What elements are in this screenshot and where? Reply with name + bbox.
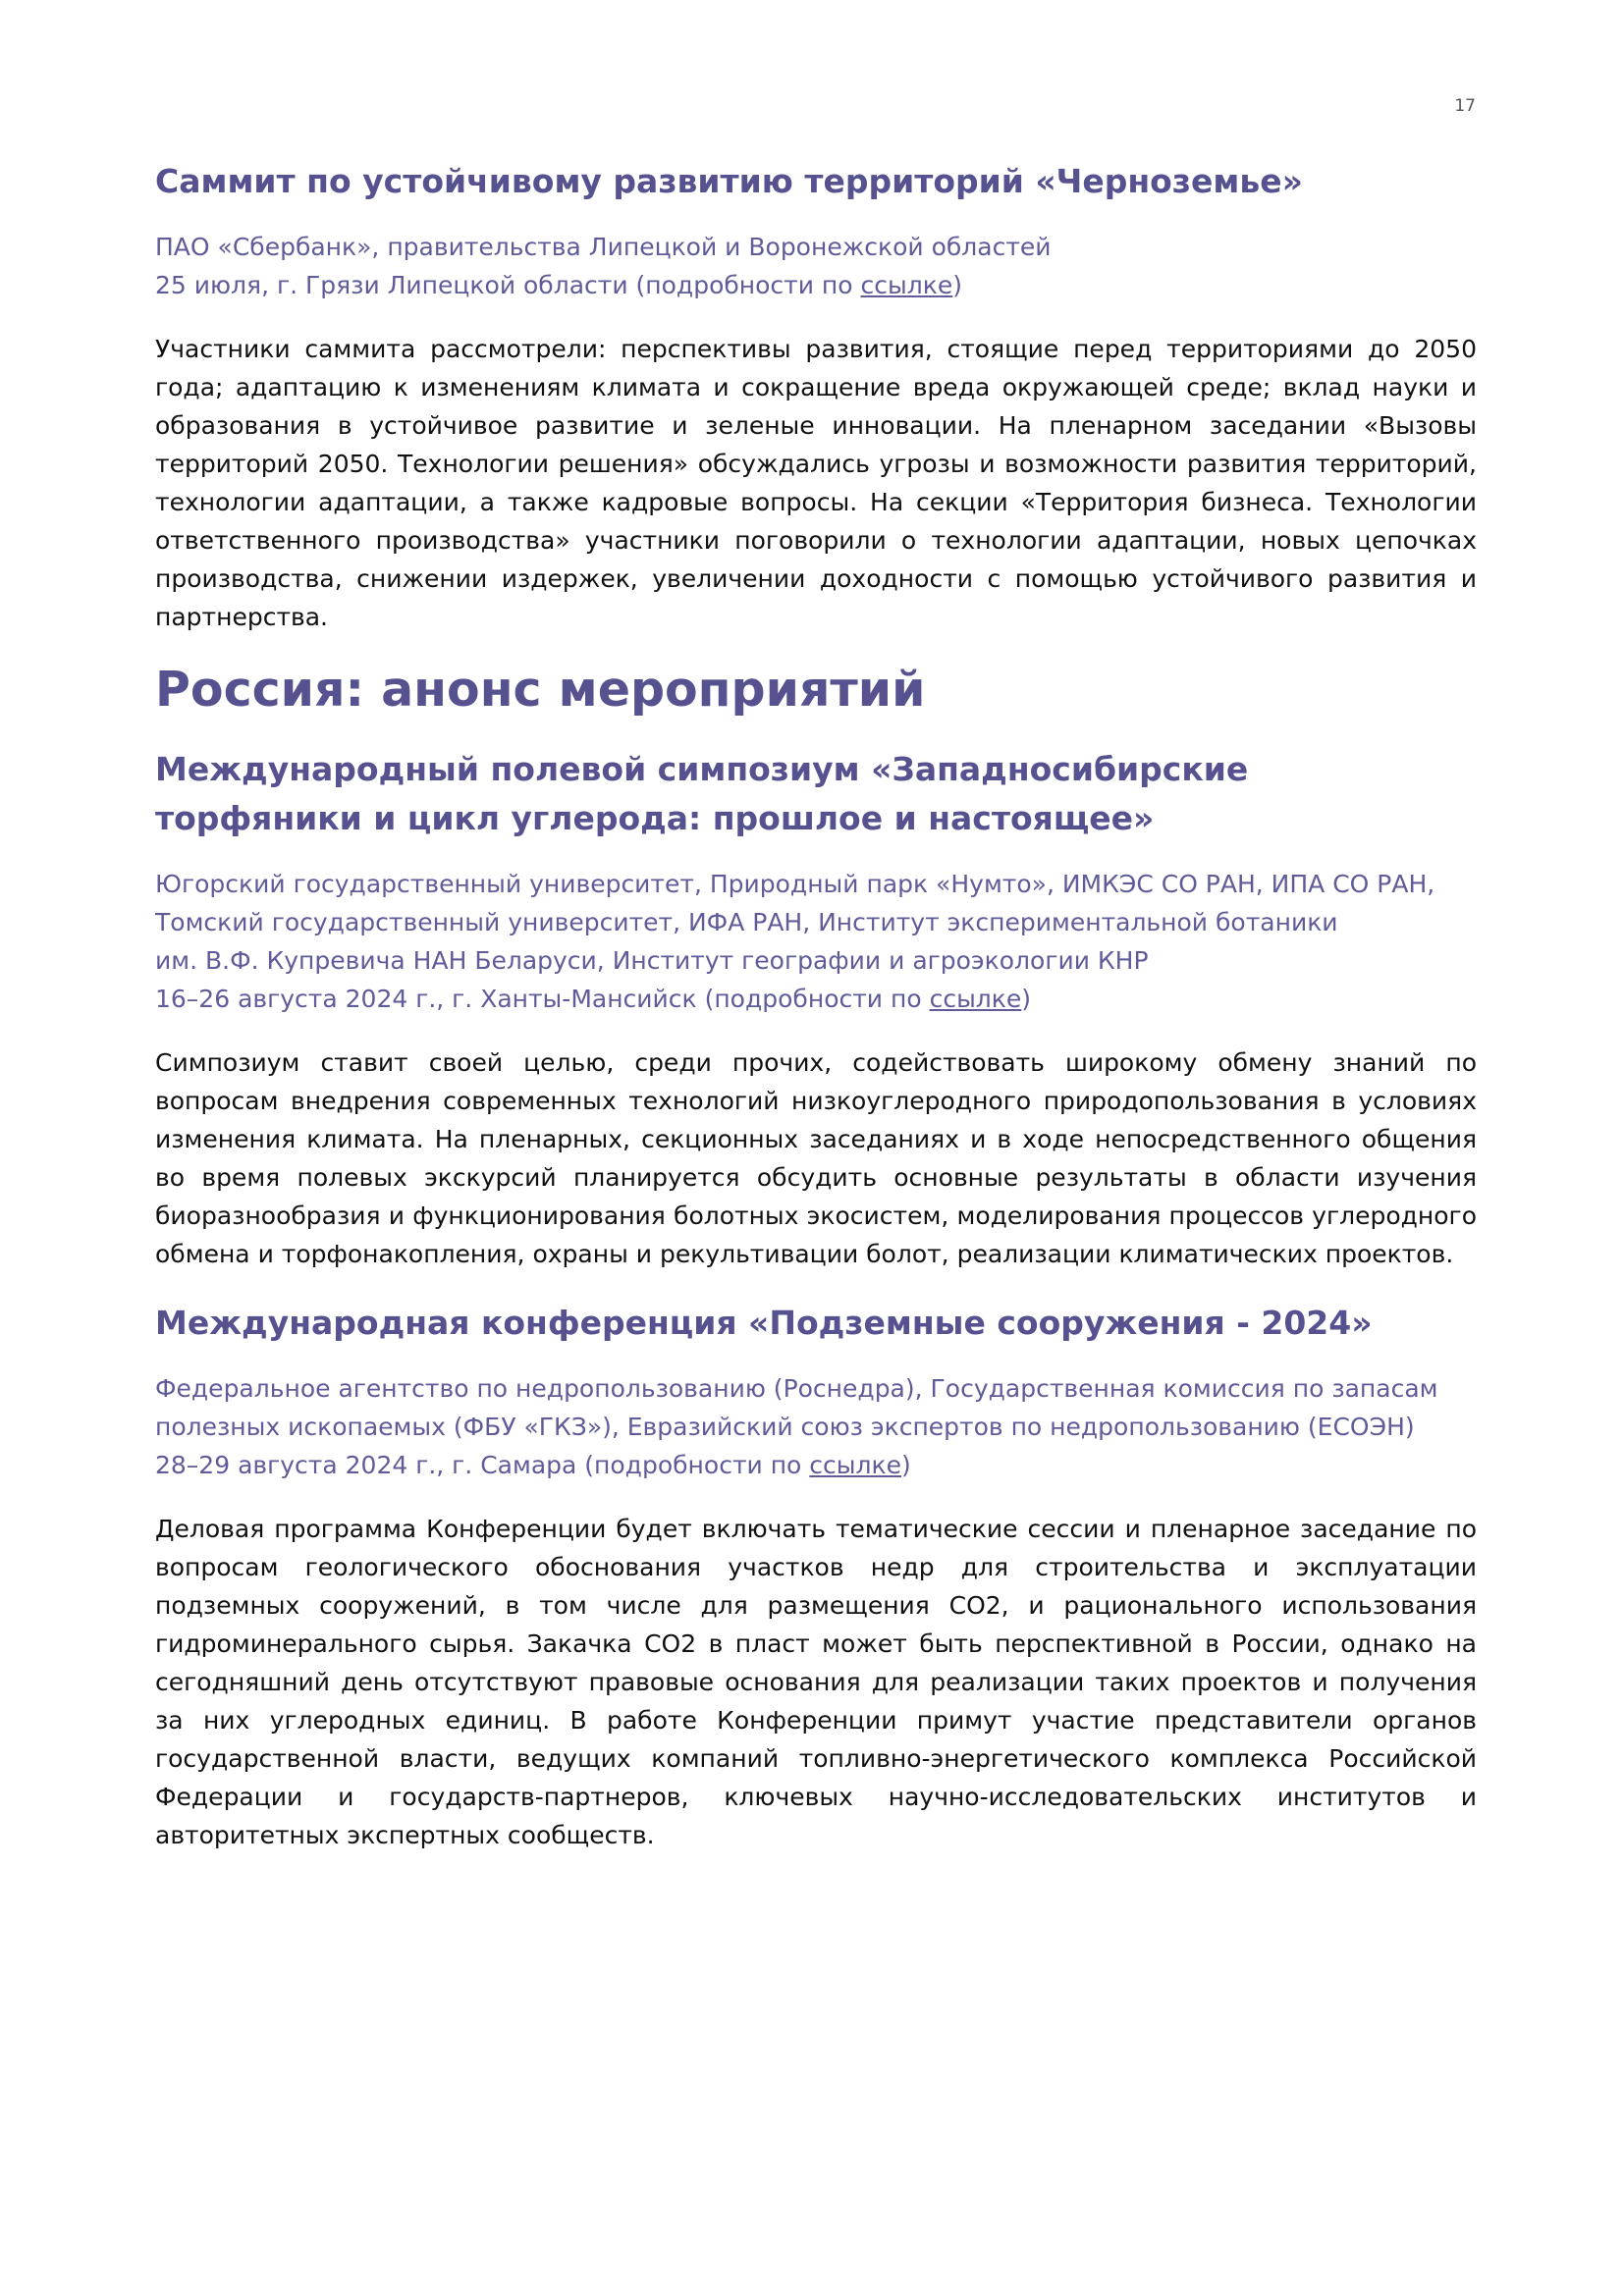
page-content — [155, 157, 1477, 1880]
event-organizers: Югорский государственный университет, Природный парк «Нумто», ИМКЭС СО РАН, ИПА СО РАН, — [155, 869, 1435, 898]
event-organizers: Федеральное агентство по недропользованию (Роснедра), Государственная комиссия по запасам — [155, 1373, 1438, 1403]
event-title: Международная конференция «Подземные сооружения - 2024» — [155, 1303, 1373, 1342]
event-chernozemye — [155, 157, 1477, 636]
event-date-location — [155, 266, 1477, 304]
event-organizers: полезных ископаемых (ФБУ «ГКЗ»), Евразийский союз экспертов по недропользованию (ЕСОЭН) — [155, 1412, 1415, 1441]
event-title-line: торфяники и цикл углерода: прошлое и настоящее» — [155, 798, 1155, 837]
event-organizers: им. В.Ф. Купревича НАН Беларуси, Институт географии и агроэкологии КНР — [155, 945, 1149, 975]
event-date-location — [155, 1446, 1477, 1484]
event-date-suffix: ) — [1021, 984, 1032, 1013]
event-peatlands-symposium — [155, 745, 1477, 1273]
details-link[interactable]: ссылке — [929, 984, 1022, 1013]
details-link[interactable]: ссылке — [860, 271, 953, 299]
event-description: Участники саммита рассмотрели: перспективы развития, стоящие перед территориями до 2050 года; адаптацию к изменениям климата и сокращение вреда окружающей среде; вклад науки и образования в устойчивое развитие и зеленые инновации. На пленарном заседании «Вызовы территорий 2050. Технологии решения» обсуждались угрозы и возможности развития территорий, технологии адаптации, а также кадровые вопросы. На секции «Территория бизнеса. Технологии ответственного производства» участники поговорили о технологии адаптации, новых цепочках производства, снижении издержек, увеличении доходности с помощью устойчивого развития и партнерства. — [155, 335, 1477, 631]
event-organizers: ПАО «Сбербанк», правительства Липецкой и Воронежской областей — [155, 233, 1052, 261]
details-link[interactable]: ссылке — [809, 1450, 901, 1479]
event-meta — [155, 865, 1477, 1018]
event-meta — [155, 1369, 1477, 1484]
event-organizers: Томский государственный университет, ИФА РАН, Институт экспериментальной ботаники — [155, 907, 1338, 936]
event-underground-structures — [155, 1299, 1477, 1854]
event-date-text: 25 июля, г. Грязи Липецкой области (подробности по — [155, 271, 861, 299]
event-date-text: 28–29 августа 2024 г., г. Самара (подробности по — [155, 1450, 810, 1479]
event-date-text: 16–26 августа 2024 г., г. Ханты-Мансийск (подробности по — [155, 984, 930, 1013]
section-title: Россия: анонс мероприятий — [155, 662, 926, 718]
event-meta — [155, 228, 1477, 304]
event-title: Саммит по устойчивому развитию территорий «Черноземье» — [155, 162, 1303, 200]
event-title — [155, 745, 1477, 843]
event-title-line: Международный полевой симпозиум «Западносибирские — [155, 749, 1249, 788]
event-description: Деловая программа Конференции будет включать тематические сессии и пленарное заседание по вопросам геологического обоснования участков недр для строительства и эксплуатации подземных сооружений, в том числе для размещения CO2, и рационального использования гидроминерального сырья. Закачка CO2 в пласт может быть перспективной в России, однако на сегодняшний день отсутствуют правовые основания для реализации таких проектов и получения за них углеродных единиц. В работе Конференции примут участие представители органов государственной власти, ведущих компаний топливно-энергетического комплекса Российской Федерации и государств-партнеров, ключевых научно-исследовательских институтов и авторитетных экспертных сообществ. — [155, 1514, 1477, 1849]
event-date-suffix: ) — [901, 1450, 911, 1479]
event-description: Симпозиум ставит своей целью, среди прочих, содействовать широкому обмену знаний по вопросам внедрения современных технологий низкоуглеродного природопользования в условиях изменения климата. На пленарных, секционных заседаниях и в ходе непосредственного общения во время полевых экскурсий планируется обсудить основные результаты в области изучения биоразнообразия и функционирования болотных экосистем, моделирования процессов углеродного обмена и торфонакопления, охраны и рекультивации болот, реализации климатических проектов. — [155, 1047, 1477, 1268]
event-date-location — [155, 980, 1477, 1018]
event-date-suffix: ) — [952, 271, 962, 299]
page-number: 17 — [1454, 96, 1476, 116]
